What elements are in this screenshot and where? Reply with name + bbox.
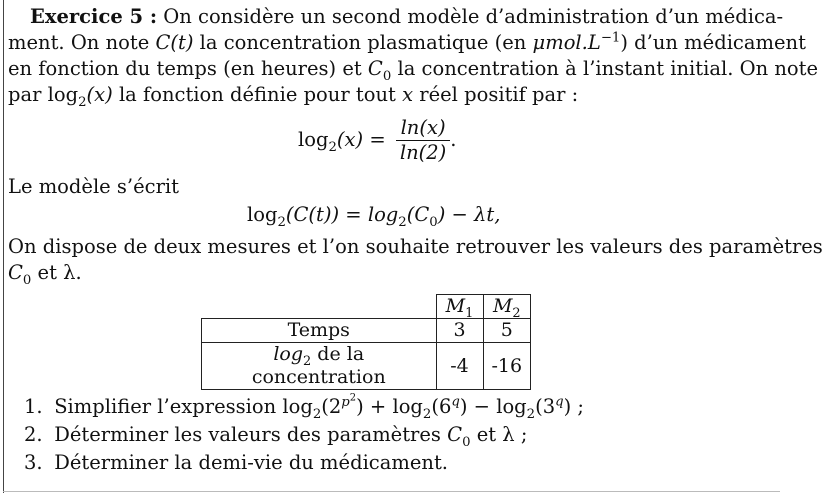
table-row-label: $\log_2$ de la concentration [202, 343, 437, 390]
fraction [396, 116, 450, 165]
table-cell: -16 [483, 343, 531, 390]
fraction-denominator: ln(2) [399, 141, 447, 164]
model-intro: Le modèle s’écrit [8, 175, 179, 198]
table-cell: 3 [436, 319, 483, 343]
table-header-m2: $M_2$ [483, 295, 531, 319]
table-header-row [202, 295, 531, 319]
exercise-line-1: Exercice 5 : On considère un second modèle d’administration d’un médica- [30, 5, 784, 28]
table-row-label: Temps [202, 319, 437, 343]
measurements-table [201, 294, 531, 390]
exercise-heading: Exercice 5 : [30, 5, 158, 28]
question-3: 3. Déterminer la demi-vie du médicament. [24, 451, 448, 474]
exercise-line-3: en fonction du temps (en heures) et $C_0$ la concentration à l’instant initial. On note [8, 57, 819, 84]
model-equation: $\log_2(C(t)) = \log_2(C_0) - \lambda t$, [247, 203, 501, 230]
measures-line-2: $C_0$ et λ. [8, 261, 82, 288]
table-cell: -4 [436, 343, 483, 390]
exercise-line-4: par $\log_2(x)$ la fonction définie pour tout x réel positif par : [8, 83, 579, 110]
page-left-border [3, 0, 4, 493]
fraction-numerator: ln(x) [396, 116, 450, 141]
question-2: 2. Déterminer les valeurs des paramètres $C_0$ et λ ; [24, 423, 528, 450]
question-1: 1. Simplifier l’expression $\log_2(2^{p^2}) + \log_2(6^q) - \log_2(3^q)$ ; [24, 392, 584, 422]
table-header-m1: $M_1$ [436, 295, 483, 319]
measures-line-1: On dispose de deux mesures et l’on souhaite retrouver les valeurs des paramètres [8, 235, 823, 258]
table-row [202, 319, 531, 343]
table-cell: 5 [483, 319, 531, 343]
page-bottom-border [3, 491, 780, 492]
table-row [202, 343, 531, 390]
exercise-line-2: ment. On note C(t) la concentration plasmatique (en $\mu mol.L^{-1}$) d’un médicament [8, 30, 806, 54]
table-empty-cell [202, 295, 437, 319]
log2-definition-formula: $\log_2(x)$ = $\frac{\ln(x)}{\ln(2)}$ . [298, 116, 457, 164]
